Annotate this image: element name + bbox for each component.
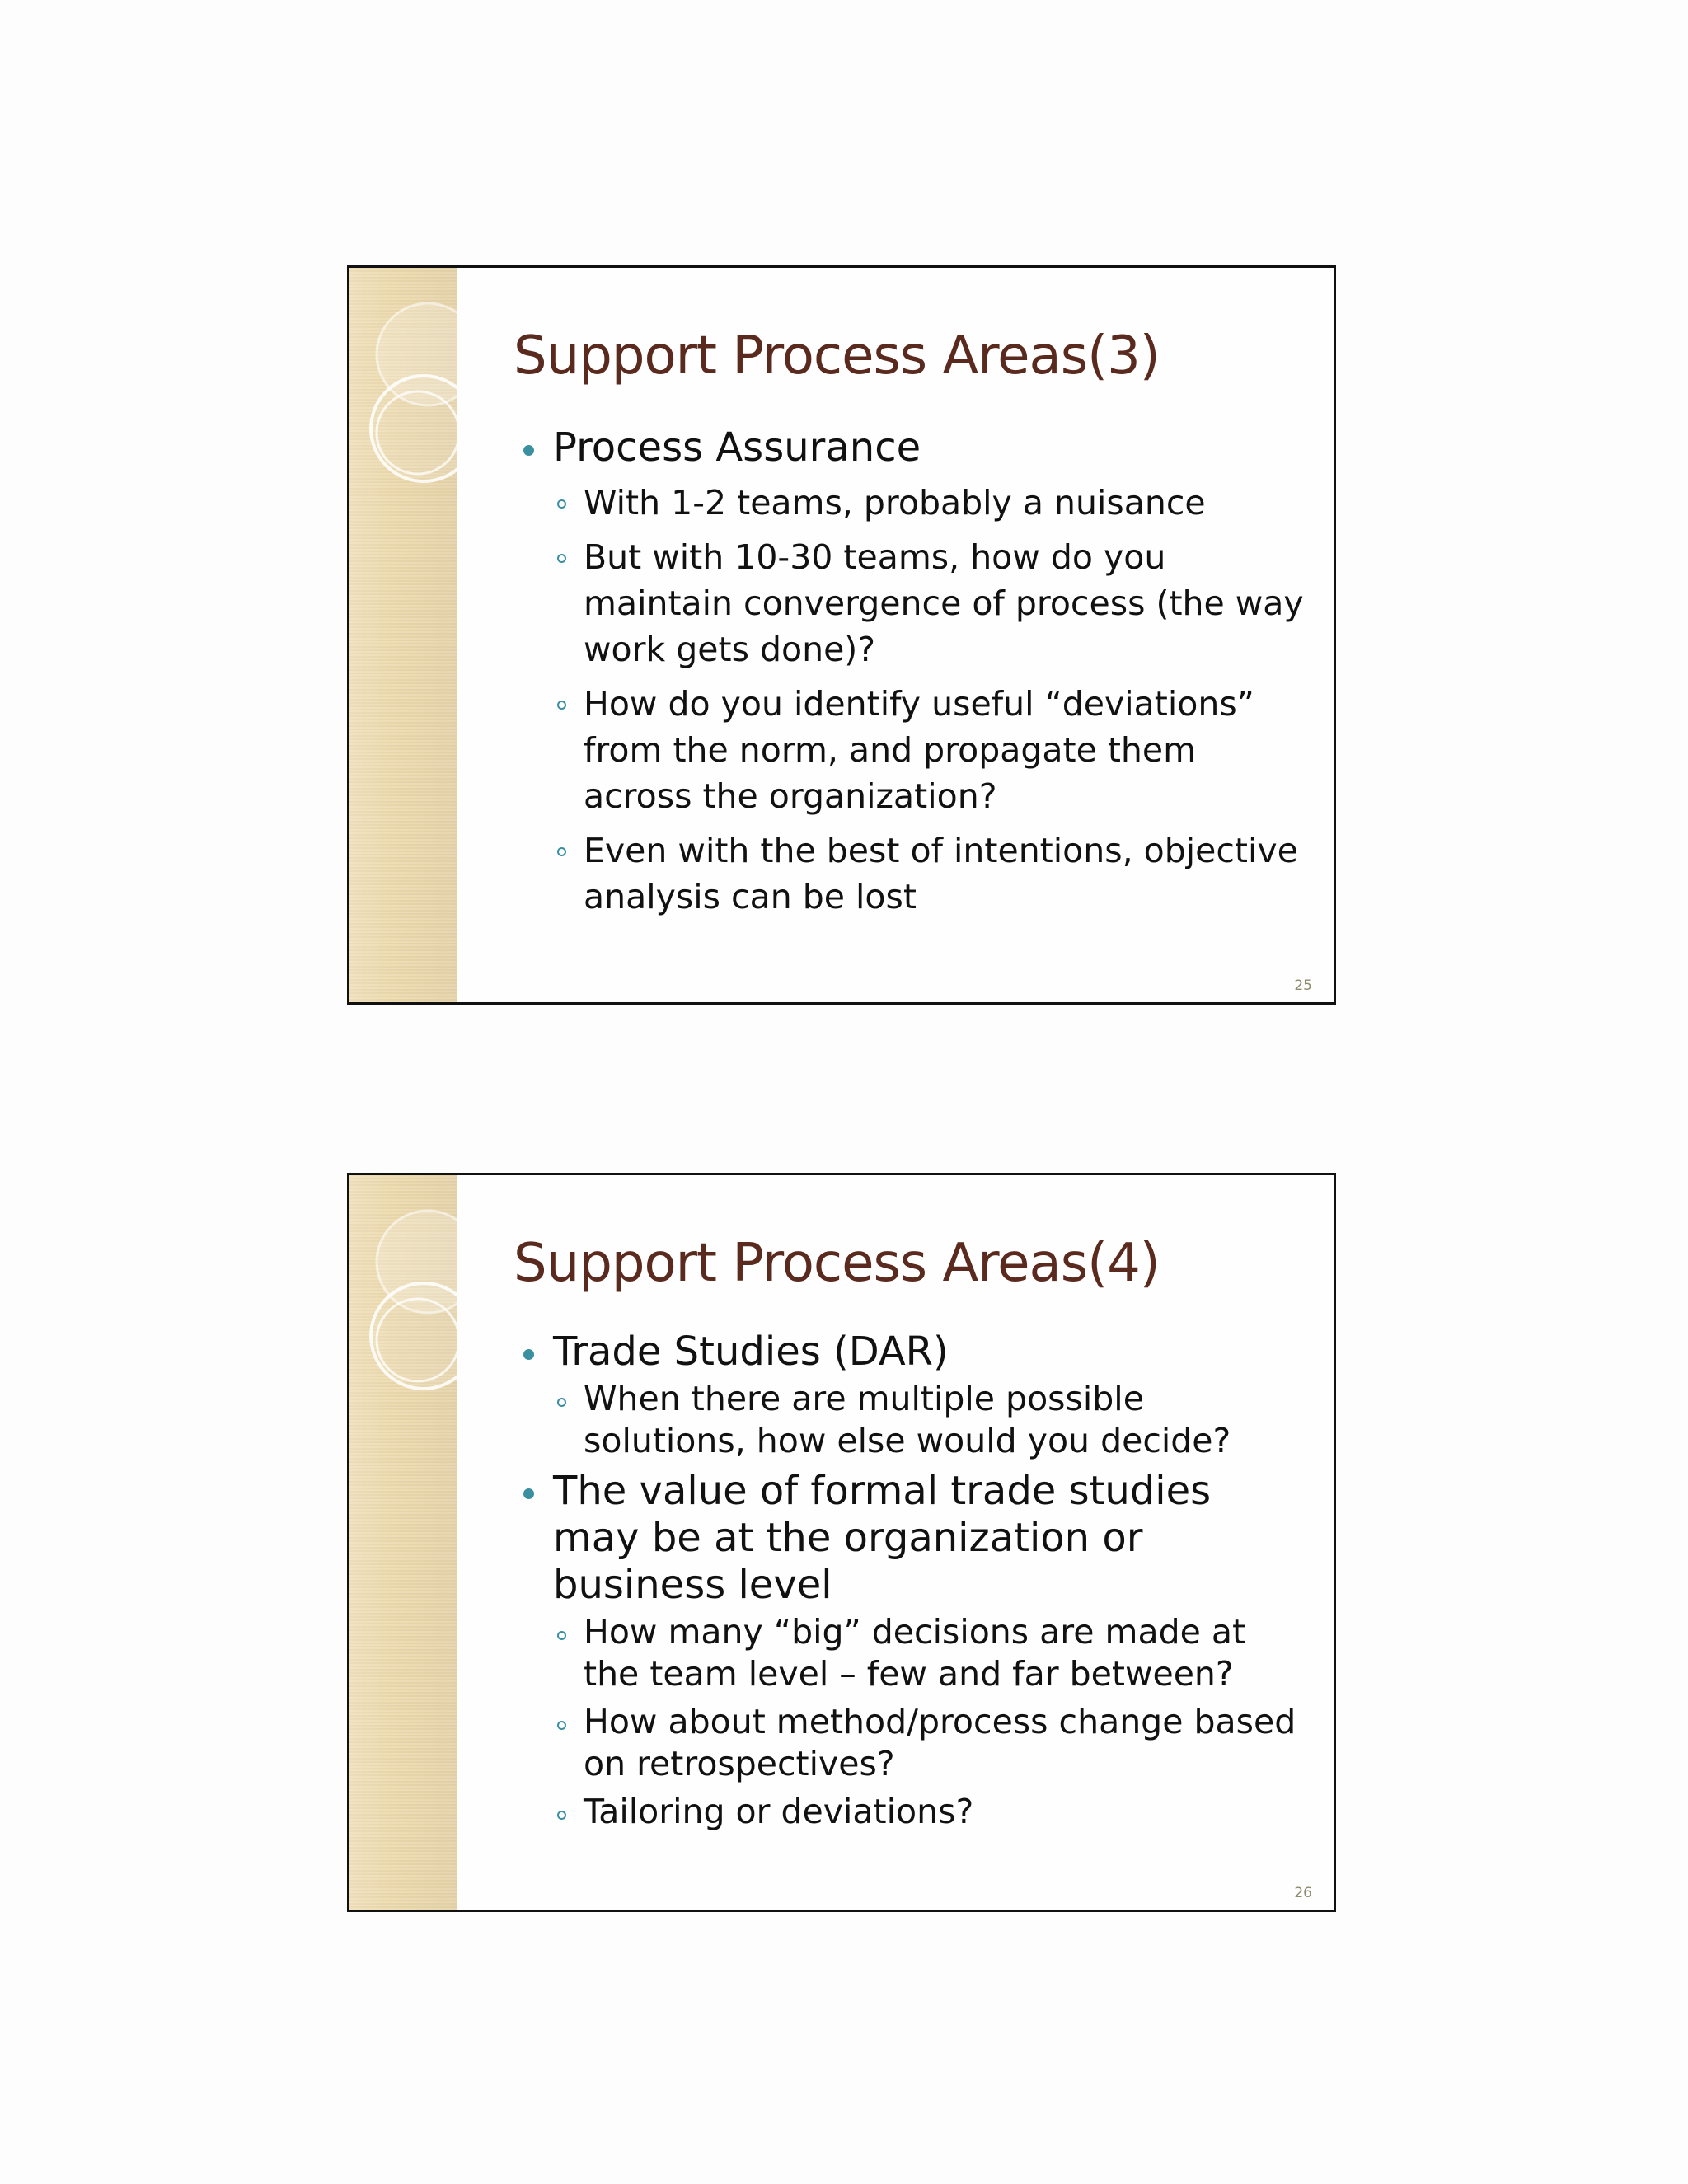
sub-bullet-ring-icon [557, 1398, 566, 1407]
slide-number: 26 [1294, 1885, 1312, 1901]
slide-content [514, 424, 1306, 928]
sub-bullet-ring-icon [557, 1631, 566, 1640]
sub-bullet-text: When there are multiple possible solutions, how else would you decide? [584, 1379, 1231, 1460]
sub-bullet-text: With 1-2 teams, probably a nuisance [584, 483, 1206, 523]
slide-title: Support Process Areas(3) [513, 326, 1160, 387]
bullet [514, 1468, 1306, 1609]
sub-bullet [514, 1378, 1306, 1462]
sub-bullet [514, 534, 1306, 673]
bullet-text: Process Assurance [553, 424, 921, 471]
bullet-dot-icon [523, 1349, 534, 1360]
bullet-text: Trade Studies (DAR) [553, 1329, 949, 1375]
sub-bullet-ring-icon [557, 1811, 566, 1820]
slide-number: 25 [1294, 977, 1312, 994]
slide-25 [347, 265, 1336, 1005]
sub-bullet [514, 827, 1306, 920]
sub-bullet-ring-icon [557, 554, 566, 563]
sub-bullet-text: How about method/process change based on retrospectives? [584, 1702, 1296, 1783]
bullet-text: The value of formal trade studies may be at the organization or business level [553, 1468, 1212, 1608]
bullet [514, 1329, 1306, 1376]
sub-bullet-text: Even with the best of intentions, objective analysis can be lost [584, 831, 1298, 916]
sub-bullet [514, 480, 1306, 526]
decorative-circles [349, 268, 457, 1005]
sub-bullet-ring-icon [557, 1721, 566, 1730]
slide-decoration-band [349, 1175, 457, 1910]
sub-bullet [514, 1611, 1306, 1695]
slide-decoration-band [349, 268, 457, 1002]
bullet [514, 424, 1306, 471]
sub-bullet-ring-icon [557, 499, 566, 509]
sub-bullet [514, 681, 1306, 819]
sub-bullet-text: Tailoring or deviations? [584, 1792, 974, 1831]
sub-bullet-text: How many “big” decisions are made at the team level – few and far between? [584, 1612, 1246, 1694]
sub-bullet-ring-icon [557, 847, 566, 856]
sub-bullet-text: But with 10-30 teams, how do you maintain convergence of process (the way work gets done)? [584, 537, 1304, 669]
slide-26 [347, 1173, 1336, 1912]
sub-bullet-ring-icon [557, 701, 566, 710]
sub-bullet [514, 1701, 1306, 1785]
decorative-circles [349, 1175, 457, 1912]
sub-bullet [514, 1791, 1306, 1833]
slide-title: Support Process Areas(4) [513, 1233, 1160, 1294]
slide-content [514, 1329, 1306, 1839]
bullet-dot-icon [523, 445, 534, 456]
sub-bullet-text: How do you identify useful “deviations” from the norm, and propagate them across the organization? [584, 684, 1254, 816]
bullet-dot-icon [523, 1488, 534, 1499]
